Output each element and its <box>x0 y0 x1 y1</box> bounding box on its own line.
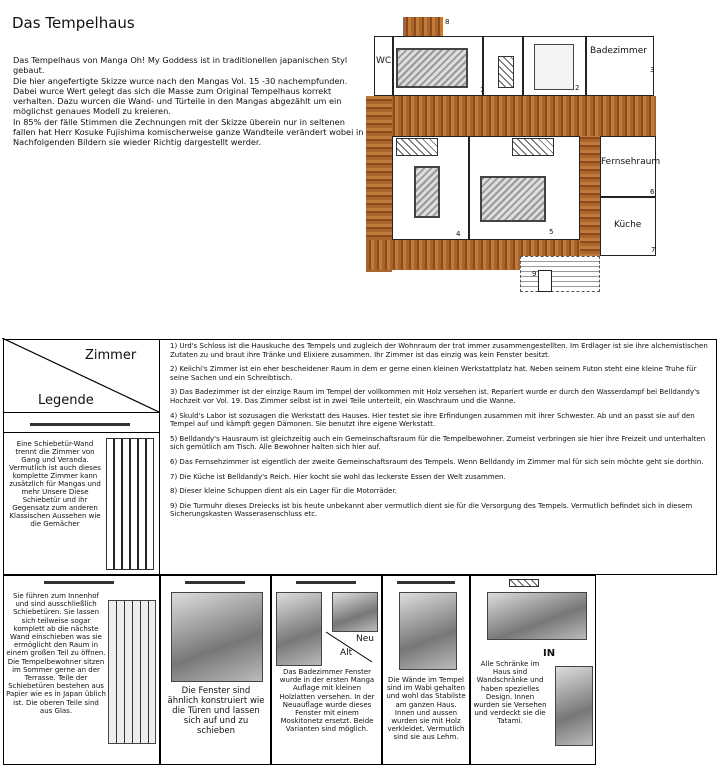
bath-window-new-photo <box>276 592 322 666</box>
room-number: 5 <box>549 228 554 236</box>
intro-text <box>13 55 365 148</box>
page-title: Das Tempelhaus <box>12 14 135 32</box>
wall-photo <box>106 438 154 570</box>
room-number: 6 <box>650 188 655 196</box>
label-alt: Alt <box>340 648 353 658</box>
window-symbol <box>185 581 245 584</box>
legend-note: 3) Das Badezimmer ist der einzige Raum im Tempel der vollkommen mit Holz versehen ist. Repariert wurde er durch den Wasserdampf bei Belldandy's Hochzeit vor Vol. 19. Das Zimmer selbst ist in zwei Teile unterteilt, ein Waschraum und die Wanne. <box>170 388 700 405</box>
cell-text: Die Wände im Tempel sind im Wabi gehalten und wohl das Stabilste am ganzen Haus. Innen und aussen wurden sie mit Holz verkleidet. Vermutlich sind sie aus Lehm. <box>386 676 466 742</box>
wall-symbol <box>30 423 130 426</box>
room-number: 1 <box>480 86 485 94</box>
veranda-right <box>580 136 600 270</box>
door-photo <box>108 600 156 744</box>
door-symbol <box>44 581 114 584</box>
veranda-top <box>374 96 656 136</box>
wall-symbol <box>397 581 455 584</box>
intro-line: Das Tempelhaus von Manga Oh! My Goddess ist in traditionellen japanischen Styl gebaut. <box>13 55 348 76</box>
room-number: 2 <box>575 84 580 92</box>
wall-description: Eine Schiebetür-Wand trennt die Zimmer von Gang und Veranda. Vermutlich ist auch dieses komplette Zimmer kann zusätzlich für Mangas und mehr Unsere Diese Schiebetür und ihr Gegensatz zum anderen Klassischen Aussehen wie die Gemächer <box>9 440 101 528</box>
room-1-illustration <box>396 48 468 88</box>
cell-fenster <box>160 575 271 765</box>
bath-window-old-photo <box>332 592 378 632</box>
in-sign: IN <box>543 648 556 659</box>
legend-note: 9) Die Turmuhr dieses Dreiecks ist bis heute unbekannt aber vermutlich dient sie für die Versorgung des Tempels. Vermutlich befindet sich in diesem Sicherungskasten Wasserasenschluss etc. <box>170 501 693 519</box>
legend-note: 2) Keiichi's Zimmer ist ein eher bescheidener Raum in dem er gerne einen kleinen Werkstattplatz hat. Neben seinem Futon steht eine kleine Truhe für seine Sachen und ein Schreibtisch. <box>170 365 697 382</box>
closet-hatch <box>512 138 554 156</box>
room-badezimmer: Badezimmer <box>590 46 647 56</box>
legende-header: Legende <box>38 393 94 408</box>
closet-symbol <box>509 579 539 587</box>
room-kueche: Küche <box>614 220 642 230</box>
room-number: 8 <box>445 18 450 26</box>
bath-window-symbol <box>296 581 356 584</box>
wall-photo <box>399 592 457 670</box>
room-number: 9 <box>532 270 537 278</box>
legend-note: 4) Skuld's Labor ist sozusagen die Werkstatt des Hauses. Hier testet sie ihre Erfindungen zusammen mit ihrer Schwester. Ab und an passt sie auf den Tempel auf und kämpft gegen Dämonen. Sie benutzt ihre eigene Werkstatt. <box>170 411 695 429</box>
closet-hatch <box>396 138 438 156</box>
closet-hatch <box>498 56 514 88</box>
intro-line: Die hier angefertigte Skizze wurce nach den Mangas Vol. 15 -30 nachempfunden. <box>13 75 348 86</box>
window-photo <box>171 592 263 682</box>
legend-note: 8) Dieser kleine Schuppen dient als ein Lager für die Motorräder. <box>170 487 397 496</box>
cell-text: Sie führen zum Innenhof und sind ausschließlich Schiebetüren. Sie lassen sich teilweise sogar komplett ab die nächste Wand einschieben was sie ermöglicht den Raum in einem großen Teil zu öffnen. Die Tempelbewohner sitzen im Sommer gerne an der Terrasse. Teile der Schiebetüren bestehen aus Papier wie es in Japan üblich ist. Die oberen Teile sind aus Glas. <box>6 592 106 715</box>
closet-person-photo <box>555 666 593 746</box>
legend-notes <box>170 342 710 525</box>
room-fernsehraum: Fernsehraum <box>601 157 661 167</box>
cell-waende <box>382 575 470 765</box>
floor-plan <box>362 16 661 302</box>
room-2-illustration <box>534 44 574 90</box>
room-5-illustration <box>480 176 546 222</box>
legend-note: 5) Belldandy's Hausraum ist gleichzeitig auch ein Gemeinschaftsraum für die Tempelbewohner. Zumeist verbringen sie hier ihre Freizeit und unterhalten sich gemütlich am Tisch. Alle Bewohner halten sich hier auf. <box>170 434 706 452</box>
label-neu: Neu <box>356 634 374 644</box>
room-number: 3 <box>650 66 655 74</box>
shed-structure <box>403 17 443 37</box>
legend-note: 6) Das Fernsehzimmer ist eigentlich der zweite Gemeinschaftsraum des Tempels. Wenn Belldandy im Zimmer mal für sich sein möchte geht sie dorthin. <box>170 457 704 466</box>
utility-box <box>538 270 552 292</box>
cell-schiebetuer <box>3 575 160 765</box>
room-number: 7 <box>651 246 656 254</box>
room-wc: WC <box>376 56 392 66</box>
room-number: 4 <box>456 230 461 238</box>
zimmer-header: Zimmer <box>85 348 137 363</box>
cell-badfenster <box>271 575 382 765</box>
cell-text: Alle Schränke im Haus sind Wandschränke und haben spezielles Design. Innen wurden sie Versehen und verdeckt sie die Tatami. <box>473 660 547 726</box>
room-4-illustration <box>414 166 440 218</box>
legend-note: 1) Urd's Schloss ist die Hauskuche des Tempels und zugleich der Wohnraum der trat immer zusammengestellten. Im Erdlager ist sie ihre alchemistischen Zutaten zu und braut ihre Tränke und Elixiere zusammen. Ihr Zimmer ist das einzig was kein Fenster besitzt. <box>170 342 708 359</box>
intro-line: Dabei wurce Wert gelegt das sich die Masse zum Original Tempelhaus korrekt verhalten. Dazu wurcen die Wand- und Türteile in den Mangas abgezählt um ein möglichst genaues Modell zu kreieren. <box>13 85 342 117</box>
intro-line: In 85% der fälle Stimmen die Zechnungen mit der Skizze überein nur in seltenen fallen hat Herr Kosuke Fujishima komischerweise ganze Wandteile verändert wobei in Nachfolgenden Bildern sie wieder Richtig dargestellt werder. <box>13 116 364 148</box>
cell-schraenke <box>470 575 596 765</box>
legend-note: 7) Die Küche ist Belldandy's Reich. Hier kocht sie wohl das leckerste Essen der Welt zusammen. <box>170 472 506 481</box>
cell-text: Das Badezimmer Fenster wurde in der ersten Manga Auflage mit kleinen Holzlatten versehen. In der Neuauflage wurde dieses Fenster mit einem Moskitonetz ersetzt. Beide Varianten sind möglich. <box>279 668 375 734</box>
cell-text: Die Fenster sind ähnlich konstruiert wie die Türen und lassen sich auf und zu schieben <box>167 686 265 736</box>
closet-photo <box>487 592 587 640</box>
